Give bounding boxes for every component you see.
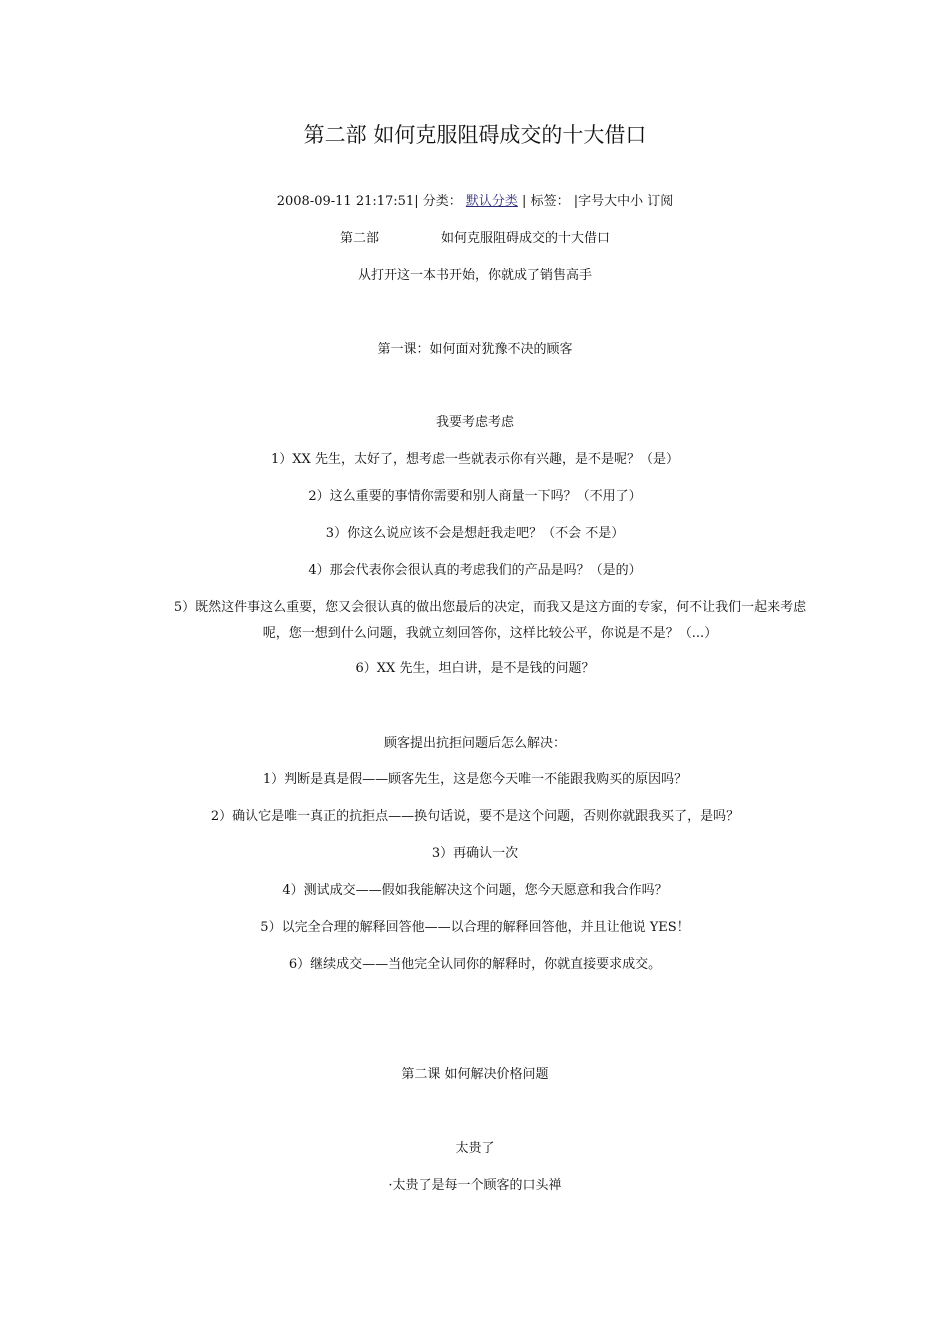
section1-item-3: 3）你这么说应该不会是想赶我走吧？（不会 不是） bbox=[325, 526, 625, 541]
section1-item-6: 6）XX 先生，坦白讲，是不是钱的问题？ bbox=[355, 661, 595, 676]
subtitle-text: 如何克服阻碍成交的十大借口 bbox=[441, 231, 611, 246]
post-meta bbox=[0, 193, 950, 211]
post-datetime: 2008-09-11 21:17:51| bbox=[276, 194, 419, 209]
section2-item-6: 6）继续成交——当他完全认同你的解释时，你就直接要求成交。 bbox=[288, 957, 662, 972]
document-title: 第二部 如何克服阻碍成交的十大借口 bbox=[303, 123, 647, 147]
font-size-subscribe: |字号大中小 订阅 bbox=[573, 194, 674, 209]
section2-item-1: 1）判断是真是假——顾客先生，这是您今天唯一不能跟我购买的原因吗？ bbox=[262, 772, 688, 787]
section1-item-2: 2）这么重要的事情你需要和别人商量一下吗？（不用了） bbox=[308, 489, 642, 504]
section1-item-4: 4）那会代表你会很认真的考虑我们的产品是吗？（是的） bbox=[308, 563, 642, 578]
section1-item-1: 1）XX 先生，太好了，想考虑一些就表示你有兴趣，是不是呢？（是） bbox=[271, 452, 679, 467]
section2-heading: 顾客提出抗拒问题后怎么解决： bbox=[383, 736, 566, 751]
section3-item-1: ·太贵了是每一个顾客的口头禅 bbox=[388, 1178, 562, 1193]
section2-item-4: 4）测试成交——假如我能解决这个问题，您今天愿意和我合作吗？ bbox=[282, 883, 668, 898]
category-label: 分类： bbox=[422, 194, 462, 209]
section2-item-2: 2）确认它是唯一真正的抗拒点——换句话说，要不是这个问题，否则你就跟我买了，是吗？ bbox=[210, 809, 740, 824]
section1-heading: 我要考虑考虑 bbox=[435, 415, 514, 430]
section2-item-3: 3）再确认一次 bbox=[431, 846, 519, 861]
lesson1-title: 第一课：如何面对犹豫不决的顾客 bbox=[377, 342, 573, 357]
tags-label: 标签： bbox=[530, 194, 570, 209]
subtitle bbox=[0, 230, 950, 248]
section3-heading: 太贵了 bbox=[455, 1141, 495, 1156]
meta-separator: | bbox=[522, 194, 527, 209]
section2-item-5: 5）以完全合理的解释回答他——以合理的解释回答他，并且让他说 YES！ bbox=[260, 920, 690, 935]
intro-line: 从打开这一本书开始，你就成了销售高手 bbox=[357, 268, 592, 283]
subtitle-part: 第二部 bbox=[339, 231, 379, 246]
lesson2-title: 第二课 如何解决价格问题 bbox=[401, 1067, 549, 1082]
section1-item-5: 5）既然这件事这么重要，您又会很认真的做出您最后的决定，而我又是这方面的专家，何不让我们一起来考虑呢，您一想到什么问题，我就立刻回答你，这样比较公平，你说是不是？（...） bbox=[173, 600, 807, 641]
category-link[interactable]: 默认分类 bbox=[465, 194, 518, 209]
